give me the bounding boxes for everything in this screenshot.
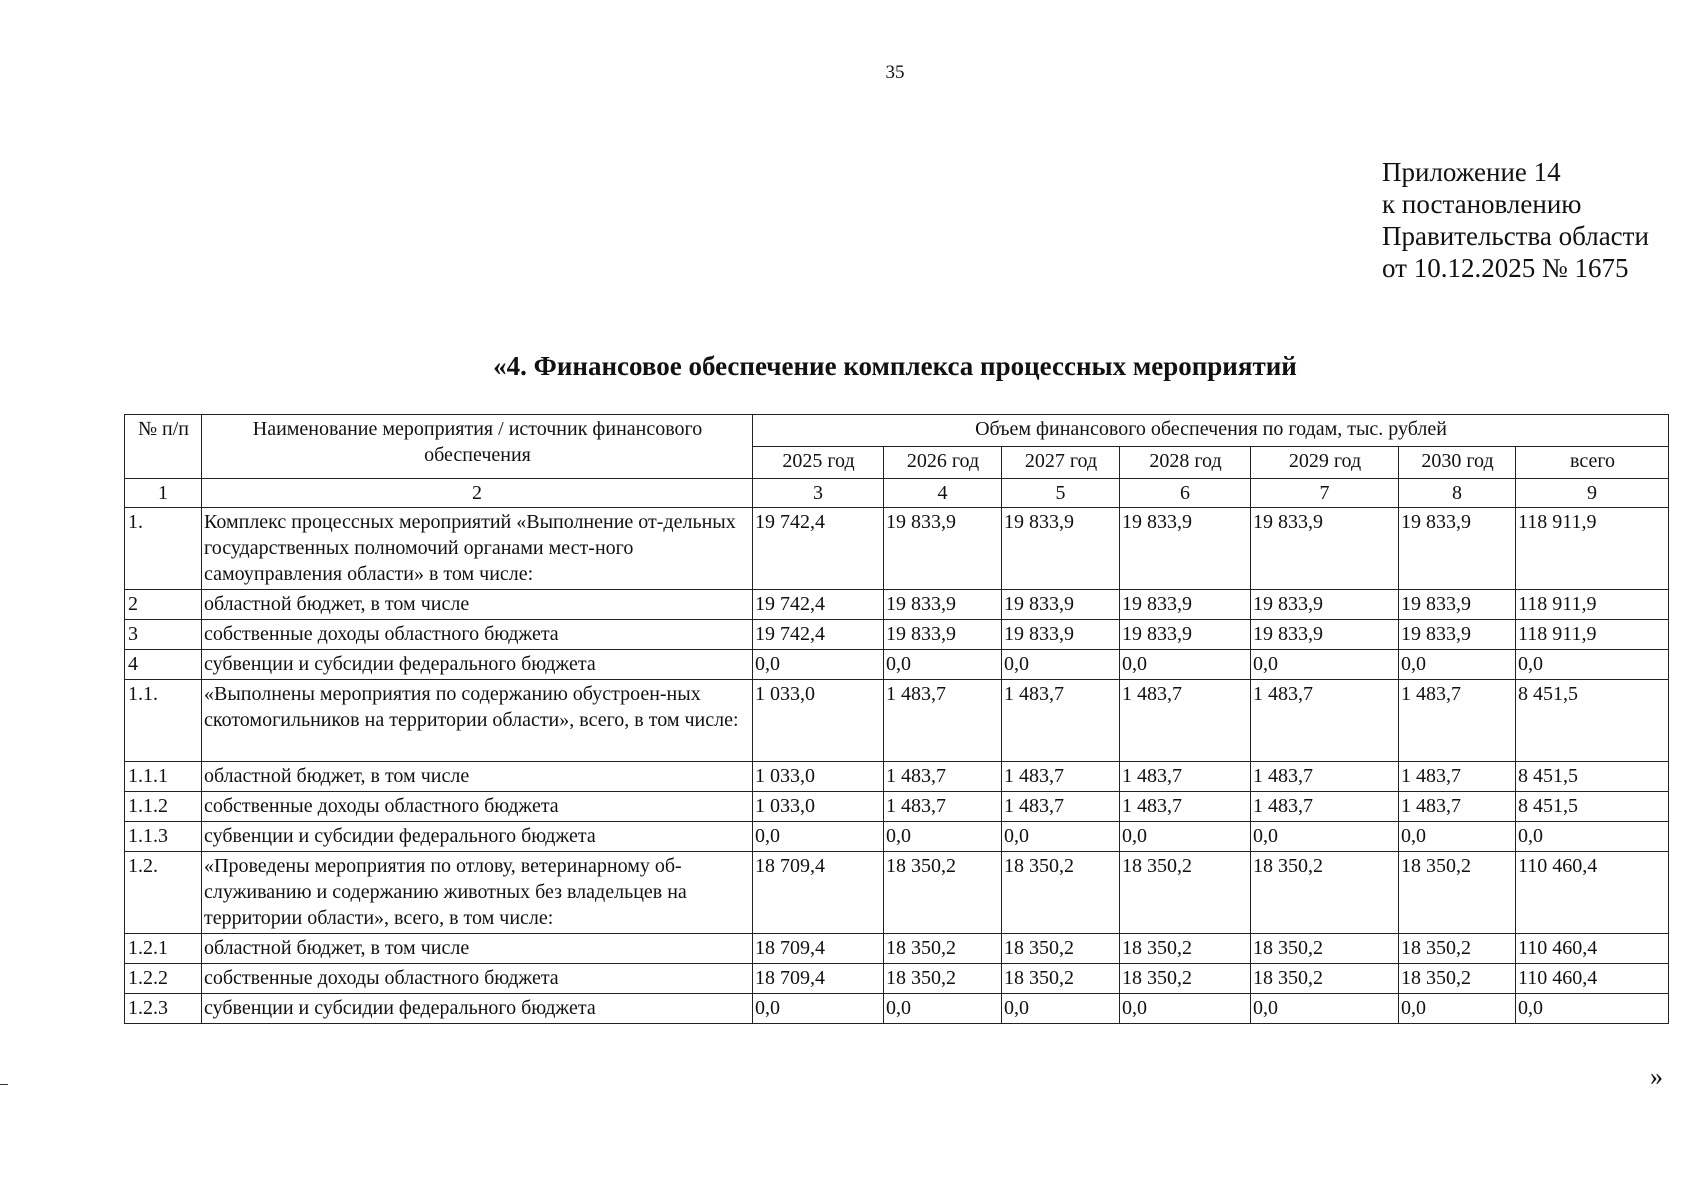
row-name: областной бюджет, в том числе [202,590,753,620]
row-total: 0,0 [1516,650,1669,680]
row-value: 1 033,0 [753,792,884,822]
header-num: № п/п [125,415,202,479]
appendix-line: Приложение 14 [1382,157,1561,187]
row-value: 0,0 [753,650,884,680]
row-total: 110 460,4 [1516,934,1669,964]
column-number: 6 [1120,479,1251,508]
row-value: 1 033,0 [753,680,884,762]
row-total: 8 451,5 [1516,680,1669,762]
row-value: 19 742,4 [753,590,884,620]
column-number: 5 [1002,479,1120,508]
column-numbers-row [125,479,1669,508]
row-value: 18 350,2 [1120,852,1251,934]
row-value: 18 709,4 [753,964,884,994]
row-value: 18 709,4 [753,852,884,934]
row-value: 0,0 [1120,650,1251,680]
header-year: 2027 год [1002,447,1120,479]
row-value: 18 350,2 [1399,964,1516,994]
row-num: 1.2. [125,852,202,934]
row-total: 118 911,9 [1516,508,1669,590]
row-value: 0,0 [1120,822,1251,852]
row-value: 19 833,9 [1120,620,1251,650]
row-num: 2 [125,590,202,620]
row-name: собственные доходы областного бюджета [202,792,753,822]
row-value: 0,0 [753,822,884,852]
row-num: 1.1. [125,680,202,762]
header-year: 2030 год [1399,447,1516,479]
row-value: 18 350,2 [884,964,1002,994]
row-value: 19 742,4 [753,508,884,590]
table-row [125,590,1669,620]
closing-quote: » [1650,1062,1663,1091]
row-name: Комплекс процессных мероприятий «Выполнение от-дельных государственных полномочий органами мест-ного самоуправления области» в том числе: [202,508,753,590]
row-name: субвенции и субсидии федерального бюджета [202,650,753,680]
appendix-block [1382,156,1649,284]
row-value: 18 350,2 [1399,934,1516,964]
row-value: 1 483,7 [1002,792,1120,822]
header-year: 2029 год [1251,447,1399,479]
appendix-line: от 10.12.2025 № 1675 [1382,253,1629,283]
row-value: 18 350,2 [1251,934,1399,964]
row-num: 1.1.3 [125,822,202,852]
row-value: 19 833,9 [1251,620,1399,650]
row-value: 18 350,2 [1399,852,1516,934]
row-value: 19 833,9 [1251,508,1399,590]
row-value: 1 483,7 [1120,762,1251,792]
row-value: 18 350,2 [1002,934,1120,964]
row-total: 110 460,4 [1516,852,1669,934]
document-title: «4. Финансовое обеспечение комплекса процессных мероприятий [493,351,1297,381]
row-value: 19 833,9 [1120,508,1251,590]
row-value: 1 033,0 [753,762,884,792]
row-num: 1.2.1 [125,934,202,964]
row-value: 18 350,2 [884,852,1002,934]
header-volume: Объем финансового обеспечения по годам, тыс. рублей [753,415,1669,447]
row-value: 19 833,9 [884,590,1002,620]
row-name: областной бюджет, в том числе [202,762,753,792]
row-value: 0,0 [884,822,1002,852]
row-name: «Выполнены мероприятия по содержанию обустроен-ных скотомогильников на территории области», всего, в том числе: [202,680,753,762]
row-value: 18 709,4 [753,934,884,964]
margin-mark [0,1084,8,1085]
page-number: 35 [885,62,905,83]
column-number: 8 [1399,479,1516,508]
row-num: 1.2.2 [125,964,202,994]
row-name: собственные доходы областного бюджета [202,620,753,650]
column-number: 9 [1516,479,1669,508]
row-total: 8 451,5 [1516,792,1669,822]
row-value: 18 350,2 [1002,964,1120,994]
table-row [125,680,1669,762]
row-value: 1 483,7 [1120,792,1251,822]
row-value: 1 483,7 [1120,680,1251,762]
row-total: 118 911,9 [1516,620,1669,650]
row-value: 19 833,9 [1002,590,1120,620]
table-row [125,620,1669,650]
row-value: 0,0 [1399,994,1516,1024]
table-row [125,994,1669,1024]
row-num: 1.1.2 [125,792,202,822]
row-value: 0,0 [884,994,1002,1024]
row-num: 3 [125,620,202,650]
row-value: 19 833,9 [1002,620,1120,650]
row-value: 1 483,7 [884,762,1002,792]
row-value: 0,0 [753,994,884,1024]
row-total: 0,0 [1516,994,1669,1024]
header-year: 2028 год [1120,447,1251,479]
row-value: 0,0 [1251,994,1399,1024]
row-value: 0,0 [1120,994,1251,1024]
row-total: 0,0 [1516,822,1669,852]
row-value: 19 833,9 [1120,590,1251,620]
table-row [125,934,1669,964]
column-number: 4 [884,479,1002,508]
column-number: 2 [202,479,753,508]
row-value: 0,0 [1002,822,1120,852]
row-value: 0,0 [1002,994,1120,1024]
row-value: 1 483,7 [884,792,1002,822]
row-total: 110 460,4 [1516,964,1669,994]
row-num: 1.1.1 [125,762,202,792]
row-value: 18 350,2 [1120,934,1251,964]
row-value: 1 483,7 [1399,762,1516,792]
row-value: 1 483,7 [1251,762,1399,792]
column-number: 1 [125,479,202,508]
column-number: 7 [1251,479,1399,508]
header-year: 2025 год [753,447,884,479]
row-value: 1 483,7 [1251,680,1399,762]
row-value: 0,0 [884,650,1002,680]
row-name: «Проведены мероприятия по отлову, ветеринарному об-служиванию и содержанию животных без владельцев на территории области», всего, в том числе: [202,852,753,934]
row-name: областной бюджет, в том числе [202,934,753,964]
row-num: 4 [125,650,202,680]
table-row [125,762,1669,792]
row-value: 0,0 [1399,822,1516,852]
row-total: 118 911,9 [1516,590,1669,620]
row-value: 18 350,2 [1251,852,1399,934]
row-value: 19 833,9 [884,508,1002,590]
table-row [125,508,1669,590]
row-name: субвенции и субсидии федерального бюджета [202,822,753,852]
row-value: 18 350,2 [884,934,1002,964]
row-name: субвенции и субсидии федерального бюджета [202,994,753,1024]
row-value: 19 833,9 [1399,590,1516,620]
row-total: 8 451,5 [1516,762,1669,792]
financial-table [124,414,1669,1024]
row-value: 1 483,7 [1251,792,1399,822]
row-value: 0,0 [1399,650,1516,680]
row-value: 19 833,9 [1002,508,1120,590]
row-num: 1. [125,508,202,590]
table-row [125,792,1669,822]
row-value: 1 483,7 [1399,680,1516,762]
row-value: 1 483,7 [884,680,1002,762]
header-name: Наименование мероприятия / источник финансового обеспечения [202,415,753,479]
row-value: 19 833,9 [884,620,1002,650]
table-row [125,964,1669,994]
row-value: 18 350,2 [1002,852,1120,934]
row-num: 1.2.3 [125,994,202,1024]
header-year: 2026 год [884,447,1002,479]
column-number: 3 [753,479,884,508]
row-value: 19 833,9 [1399,620,1516,650]
table-row [125,822,1669,852]
table-row [125,650,1669,680]
row-value: 0,0 [1251,650,1399,680]
header-total: всего [1516,447,1669,479]
appendix-line: Правительства области [1382,221,1649,251]
row-value: 1 483,7 [1399,792,1516,822]
row-value: 19 833,9 [1251,590,1399,620]
row-value: 1 483,7 [1002,680,1120,762]
row-value: 0,0 [1251,822,1399,852]
appendix-line: к постановлению [1382,189,1582,219]
row-value: 18 350,2 [1120,964,1251,994]
row-value: 0,0 [1002,650,1120,680]
row-value: 1 483,7 [1002,762,1120,792]
table-row [125,852,1669,934]
row-value: 18 350,2 [1251,964,1399,994]
row-value: 19 742,4 [753,620,884,650]
row-name: собственные доходы областного бюджета [202,964,753,994]
row-value: 19 833,9 [1399,508,1516,590]
